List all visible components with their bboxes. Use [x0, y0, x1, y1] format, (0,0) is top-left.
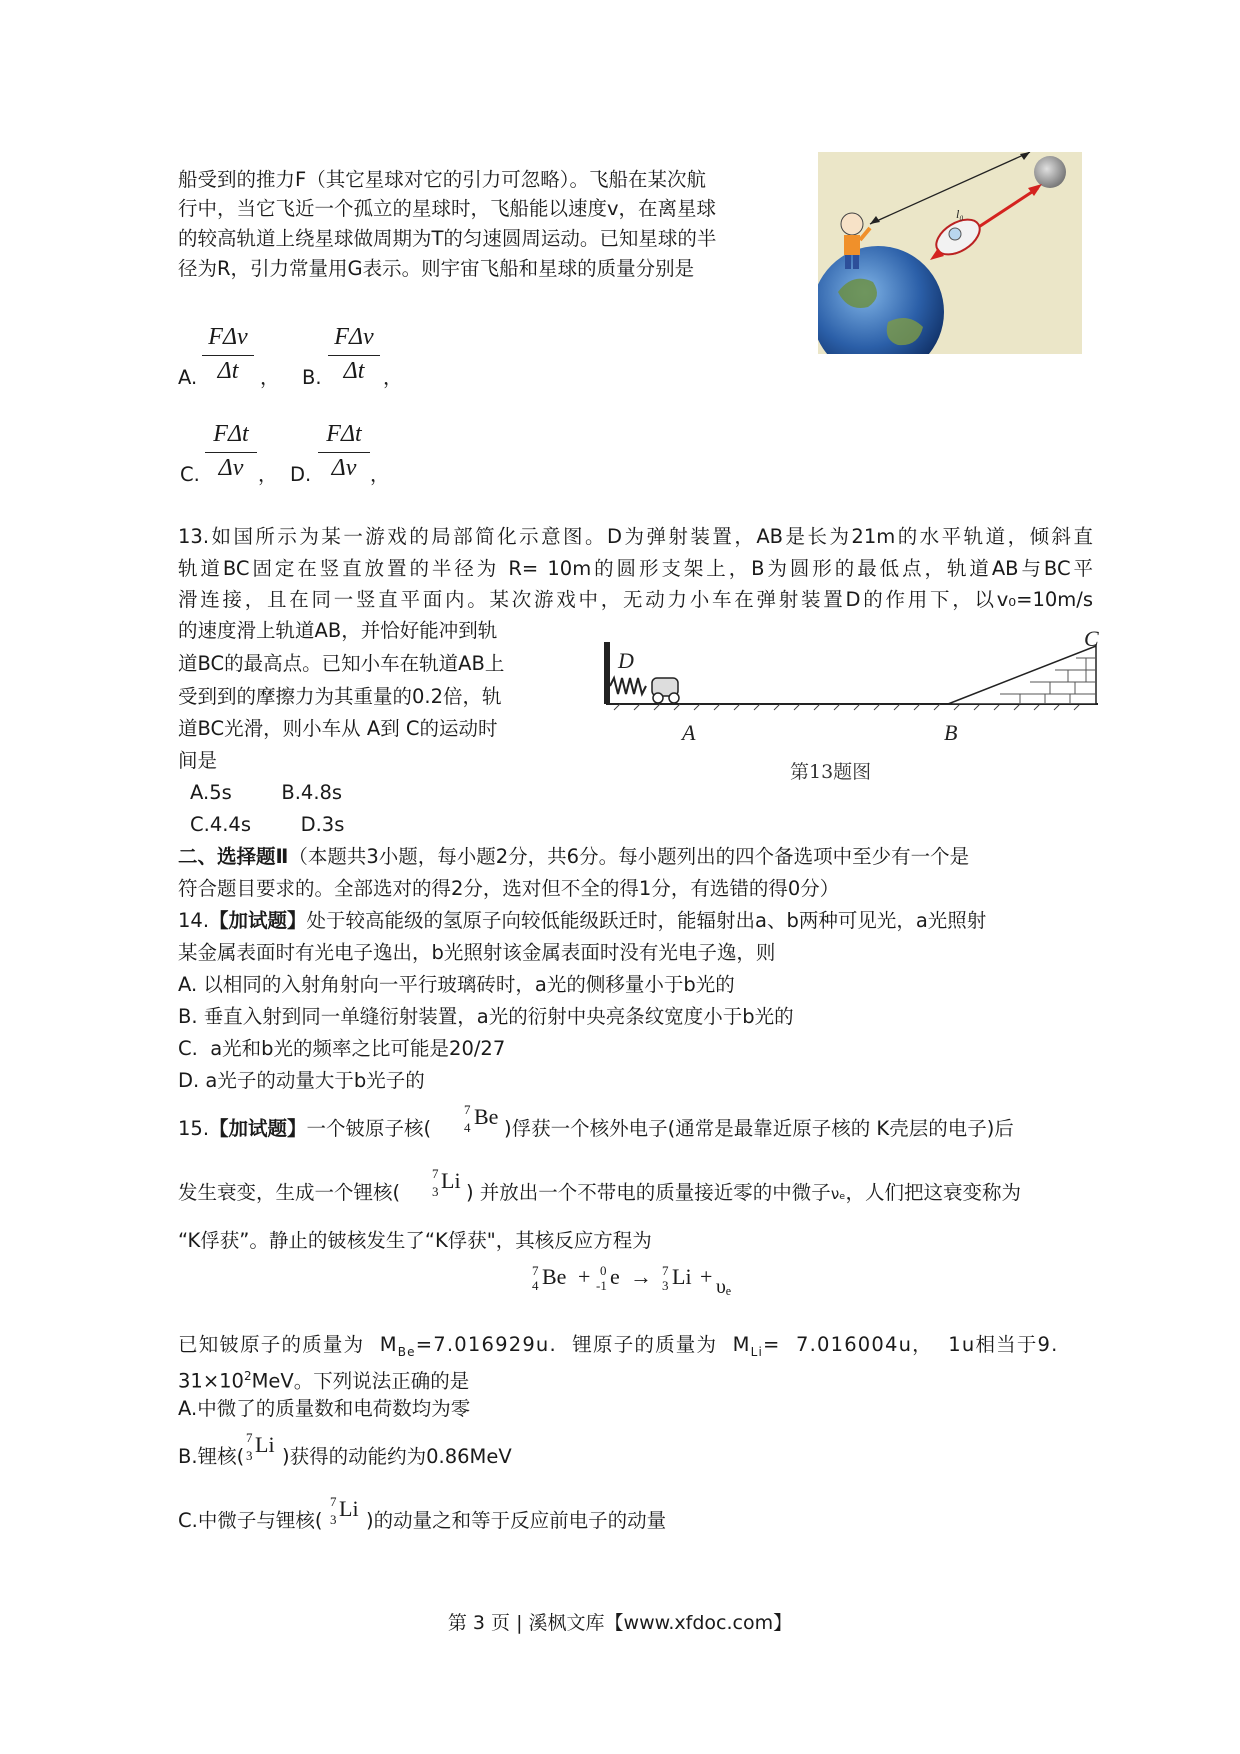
mass-number: 7	[246, 1430, 253, 1445]
q15-text-2a: 发生衰变，生成一个锂核(	[178, 1181, 401, 1204]
q15-line-2-rest	[466, 1176, 1021, 1211]
q14-number: 14.	[178, 909, 210, 932]
subscript-li: Li	[750, 1344, 764, 1359]
element-symbol: Li	[339, 1496, 359, 1521]
plus-sign-1: +	[578, 1264, 591, 1289]
q14-option-a: A. 以相同的入射角射向一平行玻璃砖时，a光的侧移量小于b光的	[178, 973, 735, 996]
superscript-2: 2	[243, 1369, 252, 1383]
fraction-denominator: Δv	[331, 455, 357, 481]
q12-option-a-label: A.	[178, 366, 198, 389]
section-2-line-2: 符合题目要求的。全部选对的得2分，选对但不全的得1分，有选错的得0分）	[178, 877, 840, 900]
be-symbol: Be	[542, 1264, 567, 1289]
q12-spaceship-figure	[818, 152, 1082, 354]
q13-options-row-1: A.5s B.4.8s	[190, 781, 343, 804]
q14-option-d: D. a光子的动量大于b光子的	[178, 1069, 425, 1092]
lithium-nucleus-1	[430, 1166, 470, 1206]
q12-option-d-comma: ，	[370, 463, 390, 486]
q13-line-6: 受到到的摩擦力为其重量的0.2倍，轨	[178, 685, 502, 708]
nuclear-equation	[530, 1262, 760, 1310]
fraction-numerator: FΔv	[328, 324, 380, 356]
q13-line-1: 13.如国所示为某一游戏的局部简化示意图。D为弹射装置，AB是长为21m的水平轨道，倾斜直	[178, 525, 1093, 548]
q12-line-4: 径为R，引力常量用G表示。则宇宙飞船和星球的质量分别是	[178, 257, 695, 280]
q14-text-1: 处于较高能级的氢原子向较低能级跃迁时，能辐射出a、b两种可见光，a光照射	[306, 909, 987, 932]
q12-option-c-fraction	[205, 421, 257, 482]
q15-data-4: 31×10	[178, 1369, 244, 1393]
q12-option-b-comma: ，	[383, 366, 403, 389]
q13-track-figure	[600, 628, 1110, 790]
q12-line-2: 行中，当它飞近一个孤立的星球时，飞船能以速度v，在离星球	[178, 197, 717, 220]
q14-tag: 【加试题】	[209, 909, 307, 932]
q14-line-2: 某金属表面时有光电子逸出，b光照射该金属表面时没有光电子逸，则	[178, 941, 776, 964]
label-a: A	[682, 720, 696, 745]
q15-text-1a: 一个铍原子核(	[306, 1117, 432, 1140]
q13-line-3: 滑连接，且在同一竖直平面内。某次游戏中，无动力小车在弹射装置D的作用下，以v₀=10m/s	[178, 588, 1093, 611]
q13-line-5: 道BC的最高点。已知小车在轨道AB上	[178, 652, 505, 675]
q12-option-d-label: D.	[290, 463, 312, 486]
plus-sign-2: +	[700, 1264, 713, 1289]
q15-data-3: = 7.016004u， 1u相当于9.	[763, 1333, 1059, 1356]
label-b: B	[944, 720, 958, 745]
q12-line-1: 船受到的推力F（其它星球对它的引力可忽略）。飞船在某次航	[178, 168, 706, 191]
q12-option-b-label: B.	[302, 366, 322, 389]
q13-options-row-2: C.4.4s D.3s	[190, 813, 345, 836]
li-mass-number: 7	[662, 1263, 669, 1278]
q13-line-4: 的速度滑上轨道AB，并恰好能冲到轨	[178, 619, 498, 642]
q14-option-b: B. 垂直入射到同一单缝衍射装置，a光的衍射中央亮条纹宽度小于b光的	[178, 1005, 794, 1028]
q15-number: 15.	[178, 1117, 210, 1140]
fraction-denominator: Δv	[218, 455, 244, 481]
fraction-denominator: Δt	[217, 358, 239, 384]
e-charge-top: 0	[600, 1263, 607, 1278]
figure-label-l0: l₀	[956, 207, 964, 221]
label-d: D	[618, 648, 634, 673]
q15-option-b-start: B.锂核(	[178, 1445, 245, 1468]
q13-line-7: 道BC光滑，则小车从 A到 C的运动时	[178, 717, 498, 740]
cart-icon	[652, 678, 679, 703]
mass-number: 7	[432, 1166, 439, 1181]
q15-line-1-start	[178, 1112, 431, 1145]
q15-option-b-end: )获得的动能约为0.86MeV	[282, 1445, 512, 1468]
q12-line-3: 的较高轨道上绕星球做周期为T的匀速圆周运动。已知星球的半	[178, 227, 717, 250]
neutrino-symbol: νₑ	[830, 1185, 846, 1203]
atomic-number: 4	[464, 1120, 471, 1135]
q12-option-d-fraction	[318, 421, 370, 482]
fraction-denominator: Δt	[343, 358, 365, 384]
section-2-rest: （本题共3小题，每小题2分，共6分。每小题列出的四个备选项中至少有一个是	[288, 845, 970, 868]
element-symbol: Be	[474, 1104, 499, 1129]
q15-data-2: =7.016929u. 锂原子的质量为 M	[415, 1333, 751, 1356]
section-2-title: 二、选择题Ⅱ	[178, 845, 289, 868]
neutrino-symbol-eq: υₑ	[716, 1276, 732, 1298]
reaction-arrow: →	[630, 1264, 652, 1289]
lithium-nucleus-2	[244, 1430, 284, 1470]
q15-option-c-end: )的动量之和等于反应前电子的动量	[366, 1509, 667, 1532]
e-charge-bottom: -1	[596, 1278, 607, 1293]
element-symbol: Li	[255, 1432, 275, 1457]
label-c: C	[1084, 628, 1099, 651]
q15-option-a: A.中微了的质量数和电荷数均为零	[178, 1397, 471, 1420]
atomic-number: 3	[432, 1184, 439, 1199]
fraction-numerator: FΔt	[318, 421, 370, 453]
q12-option-a-fraction	[202, 324, 254, 385]
li-atomic-number: 3	[662, 1278, 669, 1293]
q14-line-1	[178, 904, 986, 937]
q15-line-3: “K俘获”。静止的铍核发生了“K俘获"，其核反应方程为	[178, 1229, 652, 1252]
moon-icon	[1034, 156, 1066, 188]
figure-caption: 第13题图	[790, 761, 872, 783]
q15-data-5: MeV。下列说法正确的是	[251, 1369, 470, 1393]
fraction-numerator: FΔv	[202, 324, 254, 356]
q12-option-c-comma: ，	[258, 463, 278, 486]
q13-line-2: 轨道BC固定在竖直放置的半径为 R= 10m的圆形支架上，B为圆形的最低点，轨道AB与BC平	[178, 557, 1093, 580]
launcher-wall	[604, 642, 610, 704]
q15-option-c-start: C.中微子与锂核(	[178, 1509, 323, 1532]
q15-text-2c: ，人们把这衰变称为	[845, 1181, 1021, 1204]
li-symbol: Li	[672, 1264, 692, 1289]
q15-data-1: 已知铍原子的质量为 M	[178, 1333, 398, 1356]
q12-option-b-fraction	[328, 324, 380, 385]
lithium-nucleus-3	[328, 1494, 368, 1534]
q15-text-1b: )俘获一个核外电子(通常是最靠近原子核的 K壳层的电子)后	[504, 1117, 1014, 1140]
atomic-number: 3	[246, 1448, 253, 1463]
e-symbol: e	[610, 1264, 620, 1289]
section-2-heading	[178, 840, 969, 873]
fraction-numerator: FΔt	[205, 421, 257, 453]
atomic-number: 3	[330, 1512, 337, 1527]
q15-text-2b: ) 并放出一个不带电的质量接近零的中微子	[466, 1181, 831, 1204]
incline-bc	[948, 646, 1096, 704]
page-footer: 第 3 页 | 溪枫文库【www.xfdoc.com】	[447, 1612, 793, 1634]
element-symbol: Li	[441, 1168, 461, 1193]
mass-number: 7	[330, 1494, 337, 1509]
q13-line-8: 间是	[178, 749, 218, 772]
mass-number: 7	[464, 1102, 471, 1117]
subscript-be: Be	[397, 1344, 416, 1359]
q12-option-a-comma: ，	[260, 366, 280, 389]
be-mass-number: 7	[532, 1263, 539, 1278]
launcher-spring	[610, 678, 646, 694]
q15-tag: 【加试题】	[209, 1117, 307, 1140]
be-atomic-number: 4	[532, 1278, 539, 1293]
q12-option-c-label: C.	[180, 463, 200, 486]
q14-option-c: C. a光和b光的频率之比可能是20/27	[178, 1037, 506, 1060]
